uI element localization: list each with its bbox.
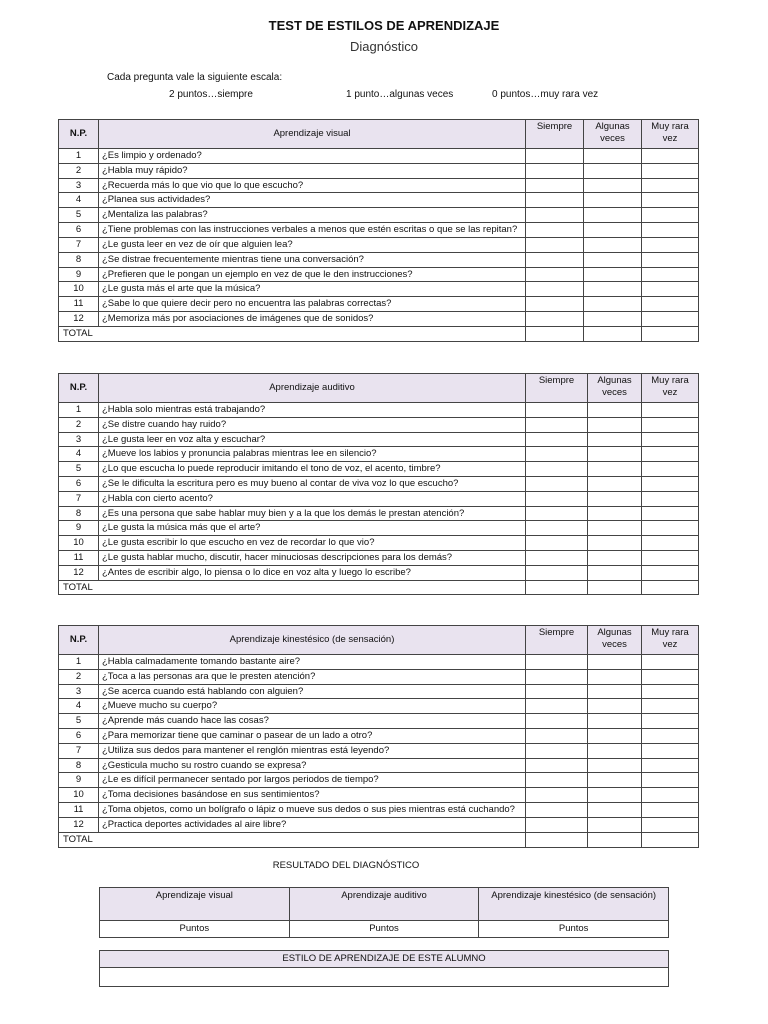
question-text: ¿Gesticula mucho su rostro cuando se expresa? <box>99 758 526 773</box>
column-algunas: Algunas veces <box>588 374 642 403</box>
total-cell[interactable] <box>526 580 588 595</box>
answer-siempre-cell[interactable] <box>526 655 588 670</box>
answer-rara-cell[interactable] <box>642 237 699 252</box>
answer-siempre-cell[interactable] <box>526 788 588 803</box>
answer-rara-cell[interactable] <box>642 728 699 743</box>
question-text: ¿Prefieren que le pongan un ejemplo en vez de que le den instrucciones? <box>99 267 526 282</box>
question-number: 2 <box>59 669 99 684</box>
answer-siempre-cell[interactable] <box>526 521 588 536</box>
column-np: N.P. <box>59 120 99 149</box>
question-row <box>59 773 699 788</box>
question-text: ¿Le gusta leer en voz alta y escuchar? <box>99 432 526 447</box>
total-cell[interactable] <box>526 832 588 847</box>
page-title: TEST DE ESTILOS DE APRENDIZAJE <box>268 18 500 33</box>
answer-algunas-cell[interactable] <box>588 521 642 536</box>
question-text: ¿Antes de escribir algo, lo piensa o lo dice en voz alta y luego lo escribe? <box>99 565 526 580</box>
question-number: 11 <box>59 550 99 565</box>
answer-rara-cell[interactable] <box>642 788 699 803</box>
answer-algunas-cell[interactable] <box>588 462 642 477</box>
answer-algunas-cell[interactable] <box>588 536 642 551</box>
question-number: 12 <box>59 817 99 832</box>
question-row <box>59 163 699 178</box>
question-row <box>59 743 699 758</box>
question-number: 8 <box>59 758 99 773</box>
visual-table <box>58 119 699 342</box>
question-row <box>59 193 699 208</box>
answer-siempre-cell[interactable] <box>526 252 584 267</box>
kinestesico-table <box>58 625 699 848</box>
answer-rara-cell[interactable] <box>642 802 699 817</box>
answer-algunas-cell[interactable] <box>584 267 642 282</box>
answer-rara-cell[interactable] <box>642 149 699 164</box>
answer-rara-cell[interactable] <box>642 417 699 432</box>
answer-rara-cell[interactable] <box>642 536 699 551</box>
answer-siempre-cell[interactable] <box>526 506 588 521</box>
question-row <box>59 684 699 699</box>
answer-siempre-cell[interactable] <box>526 237 584 252</box>
question-number: 4 <box>59 447 99 462</box>
question-text: ¿Habla con cierto acento? <box>99 491 526 506</box>
result-title: RESULTADO DEL DIAGNÓSTICO <box>272 860 420 871</box>
question-text: ¿Le gusta hablar mucho, discutir, hacer minuciosas descripciones para los demás? <box>99 550 526 565</box>
answer-rara-cell[interactable] <box>642 506 699 521</box>
question-number: 2 <box>59 163 99 178</box>
answer-algunas-cell[interactable] <box>584 297 642 312</box>
answer-rara-cell[interactable] <box>642 193 699 208</box>
answer-siempre-cell[interactable] <box>526 267 584 282</box>
learning-style-field[interactable] <box>100 968 669 987</box>
answer-algunas-cell[interactable] <box>584 222 642 237</box>
question-text: ¿Habla muy rápido? <box>99 163 526 178</box>
total-cell[interactable] <box>584 326 642 341</box>
question-row <box>59 403 699 418</box>
question-row <box>59 714 699 729</box>
question-row <box>59 550 699 565</box>
learning-style-heading: ESTILO DE APRENDIZAJE DE ESTE ALUMNO <box>100 951 669 968</box>
question-number: 8 <box>59 252 99 267</box>
answer-rara-cell[interactable] <box>642 491 699 506</box>
answer-algunas-cell[interactable] <box>588 802 642 817</box>
auditivo-table <box>58 373 699 595</box>
answer-algunas-cell[interactable] <box>588 506 642 521</box>
question-number: 4 <box>59 699 99 714</box>
answer-siempre-cell[interactable] <box>526 714 588 729</box>
answer-rara-cell[interactable] <box>642 267 699 282</box>
question-text: ¿Sabe lo que quiere decir pero no encuentra las palabras correctas? <box>99 297 526 312</box>
question-row <box>59 699 699 714</box>
answer-algunas-cell[interactable] <box>588 714 642 729</box>
answer-rara-cell[interactable] <box>642 669 699 684</box>
total-row <box>59 580 699 595</box>
answer-algunas-cell[interactable] <box>588 565 642 580</box>
question-number: 5 <box>59 714 99 729</box>
answer-siempre-cell[interactable] <box>526 447 588 462</box>
question-number: 9 <box>59 773 99 788</box>
answer-siempre-cell[interactable] <box>526 491 588 506</box>
total-label: TOTAL <box>59 580 526 595</box>
answer-siempre-cell[interactable] <box>526 684 588 699</box>
answer-algunas-cell[interactable] <box>584 311 642 326</box>
answer-siempre-cell[interactable] <box>526 432 588 447</box>
answer-rara-cell[interactable] <box>642 699 699 714</box>
question-number: 12 <box>59 311 99 326</box>
answer-rara-cell[interactable] <box>642 432 699 447</box>
question-row <box>59 462 699 477</box>
answer-rara-cell[interactable] <box>642 282 699 297</box>
question-row <box>59 669 699 684</box>
result-points-kinestesico[interactable]: Puntos <box>479 921 669 938</box>
question-number: 1 <box>59 655 99 670</box>
answer-rara-cell[interactable] <box>642 163 699 178</box>
question-row <box>59 506 699 521</box>
question-text: ¿Planea sus actividades? <box>99 193 526 208</box>
visual-heading: Aprendizaje visual <box>99 120 526 149</box>
column-rara: Muy rara vez <box>642 374 699 403</box>
question-row <box>59 758 699 773</box>
question-text: ¿Le gusta la música más que el arte? <box>99 521 526 536</box>
column-siempre: Siempre <box>526 374 588 403</box>
answer-algunas-cell[interactable] <box>584 252 642 267</box>
page-subtitle: Diagnóstico <box>350 39 418 54</box>
question-row <box>59 222 699 237</box>
question-number: 6 <box>59 728 99 743</box>
question-row <box>59 311 699 326</box>
question-row <box>59 237 699 252</box>
answer-algunas-cell[interactable] <box>588 432 642 447</box>
answer-siempre-cell[interactable] <box>526 297 584 312</box>
question-row <box>59 282 699 297</box>
answer-siempre-cell[interactable] <box>526 311 584 326</box>
answer-rara-cell[interactable] <box>642 447 699 462</box>
answer-algunas-cell[interactable] <box>584 149 642 164</box>
column-np: N.P. <box>59 626 99 655</box>
answer-algunas-cell[interactable] <box>588 669 642 684</box>
answer-algunas-cell[interactable] <box>588 417 642 432</box>
answer-siempre-cell[interactable] <box>526 222 584 237</box>
question-number: 2 <box>59 417 99 432</box>
question-text: ¿Toma objetos, como un bolígrafo o lápiz o mueve sus dedos o sus pies mientras está cuchando? <box>99 802 526 817</box>
result-col-kinestesico: Aprendizaje kinestésico (de sensación) <box>479 888 669 921</box>
question-row <box>59 521 699 536</box>
scale-option-algunas: 1 punto…algunas veces <box>346 89 454 100</box>
question-row <box>59 149 699 164</box>
answer-algunas-cell[interactable] <box>584 193 642 208</box>
answer-siempre-cell[interactable] <box>526 817 588 832</box>
answer-siempre-cell[interactable] <box>526 193 584 208</box>
question-number: 3 <box>59 684 99 699</box>
answer-siempre-cell[interactable] <box>526 476 588 491</box>
answer-algunas-cell[interactable] <box>584 163 642 178</box>
column-algunas: Algunas veces <box>588 626 642 655</box>
answer-algunas-cell[interactable] <box>588 403 642 418</box>
question-text: ¿Habla solo mientras está trabajando? <box>99 403 526 418</box>
answer-algunas-cell[interactable] <box>588 728 642 743</box>
answer-rara-cell[interactable] <box>642 252 699 267</box>
answer-rara-cell[interactable] <box>642 462 699 477</box>
answer-siempre-cell[interactable] <box>526 773 588 788</box>
column-rara: Muy rara vez <box>642 120 699 149</box>
question-row <box>59 565 699 580</box>
question-row <box>59 536 699 551</box>
answer-siempre-cell[interactable] <box>526 550 588 565</box>
question-number: 3 <box>59 432 99 447</box>
result-points-auditivo[interactable]: Puntos <box>289 921 479 938</box>
column-rara: Muy rara vez <box>642 626 699 655</box>
answer-siempre-cell[interactable] <box>526 403 588 418</box>
answer-rara-cell[interactable] <box>642 655 699 670</box>
answer-algunas-cell[interactable] <box>584 178 642 193</box>
question-number: 8 <box>59 506 99 521</box>
question-text: ¿Aprende más cuando hace las cosas? <box>99 714 526 729</box>
question-row <box>59 802 699 817</box>
question-text: ¿Mentaliza las palabras? <box>99 208 526 223</box>
kinestesico-heading: Aprendizaje kinestésico (de sensación) <box>99 626 526 655</box>
question-number: 10 <box>59 536 99 551</box>
question-row <box>59 267 699 282</box>
question-text: ¿Le gusta escribir lo que escucho en vez de recordar lo que vio? <box>99 536 526 551</box>
learning-style-table <box>99 950 669 987</box>
answer-rara-cell[interactable] <box>642 684 699 699</box>
answer-rara-cell[interactable] <box>642 297 699 312</box>
column-algunas: Algunas veces <box>584 120 642 149</box>
result-points-visual[interactable]: Puntos <box>100 921 290 938</box>
question-text: ¿Es una persona que sabe hablar muy bien y a la que los demás le prestan atención? <box>99 506 526 521</box>
answer-siempre-cell[interactable] <box>526 536 588 551</box>
answer-siempre-cell[interactable] <box>526 417 588 432</box>
column-siempre: Siempre <box>526 120 584 149</box>
question-number: 3 <box>59 178 99 193</box>
scale-option-rara: 0 puntos…muy rara vez <box>492 89 599 100</box>
question-number: 9 <box>59 521 99 536</box>
question-number: 7 <box>59 237 99 252</box>
answer-rara-cell[interactable] <box>642 311 699 326</box>
answer-rara-cell[interactable] <box>642 758 699 773</box>
answer-siempre-cell[interactable] <box>526 669 588 684</box>
question-number: 11 <box>59 297 99 312</box>
question-number: 10 <box>59 788 99 803</box>
question-text: ¿Mueve los labios y pronuncia palabras mientras lee en silencio? <box>99 447 526 462</box>
result-table <box>99 887 669 938</box>
column-siempre: Siempre <box>526 626 588 655</box>
question-text: ¿Se le dificulta la escritura pero es muy bueno al contar de viva voz lo que escucho? <box>99 476 526 491</box>
question-row <box>59 178 699 193</box>
answer-siempre-cell[interactable] <box>526 758 588 773</box>
question-row <box>59 491 699 506</box>
question-row <box>59 297 699 312</box>
total-cell[interactable] <box>642 832 699 847</box>
question-text: ¿Memoriza más por asociaciones de imágenes que de sonidos? <box>99 311 526 326</box>
question-text: ¿Le gusta más el arte que la música? <box>99 282 526 297</box>
answer-rara-cell[interactable] <box>642 565 699 580</box>
answer-rara-cell[interactable] <box>642 178 699 193</box>
answer-siempre-cell[interactable] <box>526 699 588 714</box>
question-row <box>59 476 699 491</box>
answer-rara-cell[interactable] <box>642 714 699 729</box>
answer-siempre-cell[interactable] <box>526 728 588 743</box>
total-cell[interactable] <box>526 326 584 341</box>
total-cell[interactable] <box>588 580 642 595</box>
question-text: ¿Utiliza sus dedos para mantener el renglón mientras está leyendo? <box>99 743 526 758</box>
question-row <box>59 417 699 432</box>
question-number: 6 <box>59 476 99 491</box>
question-text: ¿Para memorizar tiene que caminar o pasear de un lado a otro? <box>99 728 526 743</box>
answer-siempre-cell[interactable] <box>526 802 588 817</box>
result-col-visual: Aprendizaje visual <box>100 888 290 921</box>
question-number: 6 <box>59 222 99 237</box>
question-number: 9 <box>59 267 99 282</box>
answer-algunas-cell[interactable] <box>588 817 642 832</box>
question-text: ¿Mueve mucho su cuerpo? <box>99 699 526 714</box>
total-label: TOTAL <box>59 832 526 847</box>
question-number: 4 <box>59 193 99 208</box>
answer-siempre-cell[interactable] <box>526 178 584 193</box>
answer-rara-cell[interactable] <box>642 521 699 536</box>
question-row <box>59 252 699 267</box>
question-row <box>59 728 699 743</box>
answer-algunas-cell[interactable] <box>588 491 642 506</box>
answer-rara-cell[interactable] <box>642 743 699 758</box>
answer-siempre-cell[interactable] <box>526 149 584 164</box>
scale-intro: Cada pregunta vale la siguiente escala: <box>107 72 283 83</box>
question-row <box>59 208 699 223</box>
answer-algunas-cell[interactable] <box>588 788 642 803</box>
answer-siempre-cell[interactable] <box>526 163 584 178</box>
answer-siempre-cell[interactable] <box>526 565 588 580</box>
column-np: N.P. <box>59 374 99 403</box>
question-number: 10 <box>59 282 99 297</box>
total-row <box>59 832 699 847</box>
question-text: ¿Se distre cuando hay ruido? <box>99 417 526 432</box>
answer-siempre-cell[interactable] <box>526 282 584 297</box>
question-row <box>59 788 699 803</box>
question-row <box>59 432 699 447</box>
answer-algunas-cell[interactable] <box>588 447 642 462</box>
question-row <box>59 817 699 832</box>
answer-rara-cell[interactable] <box>642 550 699 565</box>
question-number: 1 <box>59 149 99 164</box>
answer-algunas-cell[interactable] <box>588 476 642 491</box>
answer-algunas-cell[interactable] <box>588 699 642 714</box>
answer-siempre-cell[interactable] <box>526 208 584 223</box>
question-number: 7 <box>59 491 99 506</box>
answer-rara-cell[interactable] <box>642 476 699 491</box>
answer-algunas-cell[interactable] <box>584 208 642 223</box>
scale-option-siempre: 2 puntos…siempre <box>169 89 253 100</box>
question-row <box>59 447 699 462</box>
total-cell[interactable] <box>642 326 699 341</box>
answer-siempre-cell[interactable] <box>526 743 588 758</box>
answer-algunas-cell[interactable] <box>584 237 642 252</box>
answer-rara-cell[interactable] <box>642 817 699 832</box>
answer-algunas-cell[interactable] <box>588 758 642 773</box>
question-text: ¿Le es difícil permanecer sentado por largos periodos de tiempo? <box>99 773 526 788</box>
question-text: ¿Toma decisiones basándose en sus sentimientos? <box>99 788 526 803</box>
answer-algunas-cell[interactable] <box>588 773 642 788</box>
question-number: 7 <box>59 743 99 758</box>
total-cell[interactable] <box>588 832 642 847</box>
answer-rara-cell[interactable] <box>642 222 699 237</box>
question-number: 12 <box>59 565 99 580</box>
question-text: ¿Toca a las personas ara que le presten atención? <box>99 669 526 684</box>
question-text: ¿Lo que escucha lo puede reproducir imitando el tono de voz, el acento, timbre? <box>99 462 526 477</box>
answer-algunas-cell[interactable] <box>588 655 642 670</box>
answer-algunas-cell[interactable] <box>584 282 642 297</box>
question-text: ¿Es limpio y ordenado? <box>99 149 526 164</box>
question-text: ¿Le gusta leer en vez de oír que alguien lea? <box>99 237 526 252</box>
answer-algunas-cell[interactable] <box>588 550 642 565</box>
auditivo-heading: Aprendizaje auditivo <box>99 374 526 403</box>
question-text: ¿Se acerca cuando está hablando con alguien? <box>99 684 526 699</box>
question-row <box>59 655 699 670</box>
question-text: ¿Recuerda más lo que vio que lo que escucho? <box>99 178 526 193</box>
question-text: ¿Se distrae frecuentemente mientras tiene una conversación? <box>99 252 526 267</box>
question-number: 5 <box>59 208 99 223</box>
question-number: 1 <box>59 403 99 418</box>
question-text: ¿Tiene problemas con las instrucciones verbales a menos que estén escritas o que se las repitan? <box>99 222 526 237</box>
question-text: ¿Habla calmadamente tomando bastante aire? <box>99 655 526 670</box>
answer-siempre-cell[interactable] <box>526 462 588 477</box>
total-row <box>59 326 699 341</box>
question-number: 5 <box>59 462 99 477</box>
question-number: 11 <box>59 802 99 817</box>
result-col-auditivo: Aprendizaje auditivo <box>289 888 479 921</box>
total-cell[interactable] <box>642 580 699 595</box>
question-text: ¿Practica deportes actividades al aire libre? <box>99 817 526 832</box>
answer-rara-cell[interactable] <box>642 403 699 418</box>
answer-rara-cell[interactable] <box>642 208 699 223</box>
answer-rara-cell[interactable] <box>642 773 699 788</box>
answer-algunas-cell[interactable] <box>588 684 642 699</box>
answer-algunas-cell[interactable] <box>588 743 642 758</box>
total-label: TOTAL <box>59 326 526 341</box>
